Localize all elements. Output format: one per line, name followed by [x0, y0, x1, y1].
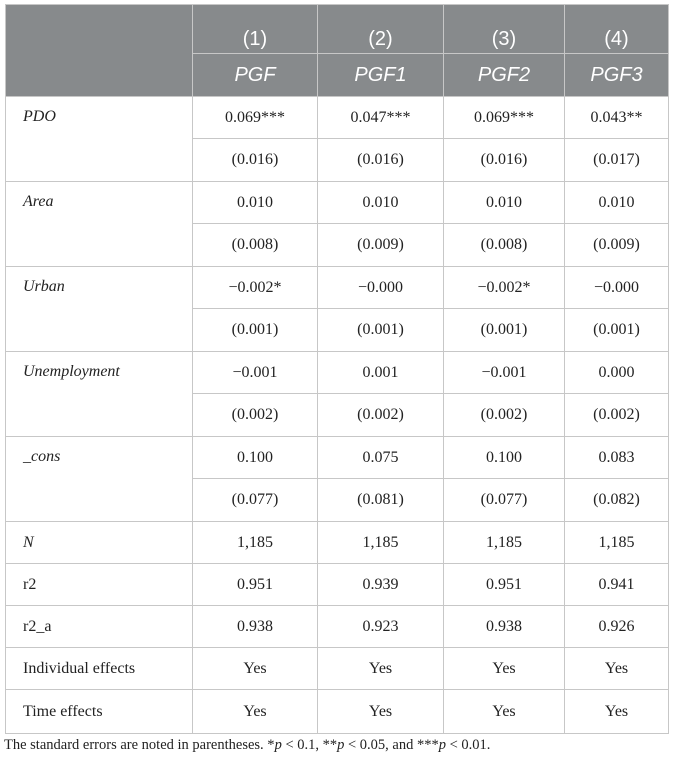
coefficient-cell: 0.000	[565, 352, 669, 394]
std-error-cell: (0.002)	[444, 394, 565, 437]
footnote-prefix: The standard errors are noted in parentheses. *	[4, 737, 275, 753]
row-label: Urban	[6, 267, 193, 352]
std-error-cell: (0.002)	[565, 394, 669, 437]
table-row	[6, 182, 669, 224]
regression-table	[5, 4, 669, 734]
stat-cell: 1,185	[444, 522, 565, 564]
stat-cell: 0.923	[318, 606, 444, 648]
header-name: PGF2	[444, 54, 565, 97]
coefficient-cell: −0.002*	[193, 267, 318, 309]
stat-cell: Yes	[193, 648, 318, 690]
coefficient-cell: 0.069***	[193, 97, 318, 139]
std-error-cell: (0.081)	[318, 479, 444, 522]
header-name: PGF	[193, 54, 318, 97]
row-label: Unemployment	[6, 352, 193, 437]
std-error-cell: (0.008)	[444, 224, 565, 267]
header-number: (3)	[444, 5, 565, 54]
coefficient-cell: 0.100	[444, 437, 565, 479]
header-name: PGF1	[318, 54, 444, 97]
coefficient-cell: 0.001	[318, 352, 444, 394]
coefficient-cell: 0.075	[318, 437, 444, 479]
header-row-numbers	[6, 5, 669, 54]
row-label: _cons	[6, 437, 193, 522]
table-row	[6, 690, 669, 734]
coefficient-cell: 0.010	[318, 182, 444, 224]
std-error-cell: (0.017)	[565, 139, 669, 182]
stat-cell: Yes	[318, 648, 444, 690]
coefficient-cell: 0.083	[565, 437, 669, 479]
footnote-part: < 0.05, and ***	[344, 737, 439, 753]
std-error-cell: (0.001)	[444, 309, 565, 352]
coefficient-cell: 0.043**	[565, 97, 669, 139]
row-label: Time effects	[6, 690, 193, 734]
header-corner	[6, 5, 193, 97]
coefficient-cell: −0.002*	[444, 267, 565, 309]
stat-cell: 1,185	[565, 522, 669, 564]
std-error-cell: (0.082)	[565, 479, 669, 522]
std-error-cell: (0.001)	[318, 309, 444, 352]
coefficient-cell: 0.010	[193, 182, 318, 224]
std-error-cell: (0.008)	[193, 224, 318, 267]
std-error-cell: (0.016)	[193, 139, 318, 182]
table-body	[6, 97, 669, 734]
coefficient-cell: 0.010	[444, 182, 565, 224]
stat-cell: Yes	[318, 690, 444, 734]
coefficient-cell: 0.010	[565, 182, 669, 224]
stat-cell: 0.926	[565, 606, 669, 648]
table-row	[6, 437, 669, 479]
stat-cell: 0.938	[444, 606, 565, 648]
stat-cell: Yes	[565, 648, 669, 690]
header-number: (1)	[193, 5, 318, 54]
row-label: Individual effects	[6, 648, 193, 690]
table-row	[6, 564, 669, 606]
stat-cell: 0.939	[318, 564, 444, 606]
row-label: PDO	[6, 97, 193, 182]
std-error-cell: (0.077)	[193, 479, 318, 522]
footnote-p: p	[274, 737, 282, 753]
stat-cell: 0.941	[565, 564, 669, 606]
std-error-cell: (0.077)	[444, 479, 565, 522]
header-number: (4)	[565, 5, 669, 54]
footnote-part: < 0.1, **	[281, 737, 338, 753]
std-error-cell: (0.009)	[318, 224, 444, 267]
table-row	[6, 648, 669, 690]
coefficient-cell: −0.000	[565, 267, 669, 309]
coefficient-cell: −0.001	[193, 352, 318, 394]
std-error-cell: (0.016)	[318, 139, 444, 182]
stat-cell: Yes	[444, 690, 565, 734]
row-label: r2_a	[6, 606, 193, 648]
stat-cell: 0.951	[193, 564, 318, 606]
footnote-part: < 0.01.	[446, 737, 491, 753]
table-row	[6, 267, 669, 309]
coefficient-cell: 0.100	[193, 437, 318, 479]
table-row	[6, 352, 669, 394]
row-label: N	[6, 522, 193, 564]
table-row	[6, 522, 669, 564]
std-error-cell: (0.016)	[444, 139, 565, 182]
std-error-cell: (0.002)	[318, 394, 444, 437]
coefficient-cell: −0.000	[318, 267, 444, 309]
footnote-p: p	[438, 737, 446, 753]
header-number: (2)	[318, 5, 444, 54]
stat-cell: 0.938	[193, 606, 318, 648]
std-error-cell: (0.001)	[565, 309, 669, 352]
row-label: Area	[6, 182, 193, 267]
stat-cell: 1,185	[318, 522, 444, 564]
coefficient-cell: 0.069***	[444, 97, 565, 139]
std-error-cell: (0.009)	[565, 224, 669, 267]
header-name: PGF3	[565, 54, 669, 97]
coefficient-cell: −0.001	[444, 352, 565, 394]
std-error-cell: (0.001)	[193, 309, 318, 352]
coefficient-cell: 0.047***	[318, 97, 444, 139]
table-footnote	[4, 737, 490, 754]
stat-cell: Yes	[444, 648, 565, 690]
footnote-p: p	[337, 737, 345, 753]
stat-cell: Yes	[193, 690, 318, 734]
table-row	[6, 606, 669, 648]
table-row	[6, 97, 669, 139]
row-label: r2	[6, 564, 193, 606]
stat-cell: Yes	[565, 690, 669, 734]
stat-cell: 0.951	[444, 564, 565, 606]
std-error-cell: (0.002)	[193, 394, 318, 437]
stat-cell: 1,185	[193, 522, 318, 564]
